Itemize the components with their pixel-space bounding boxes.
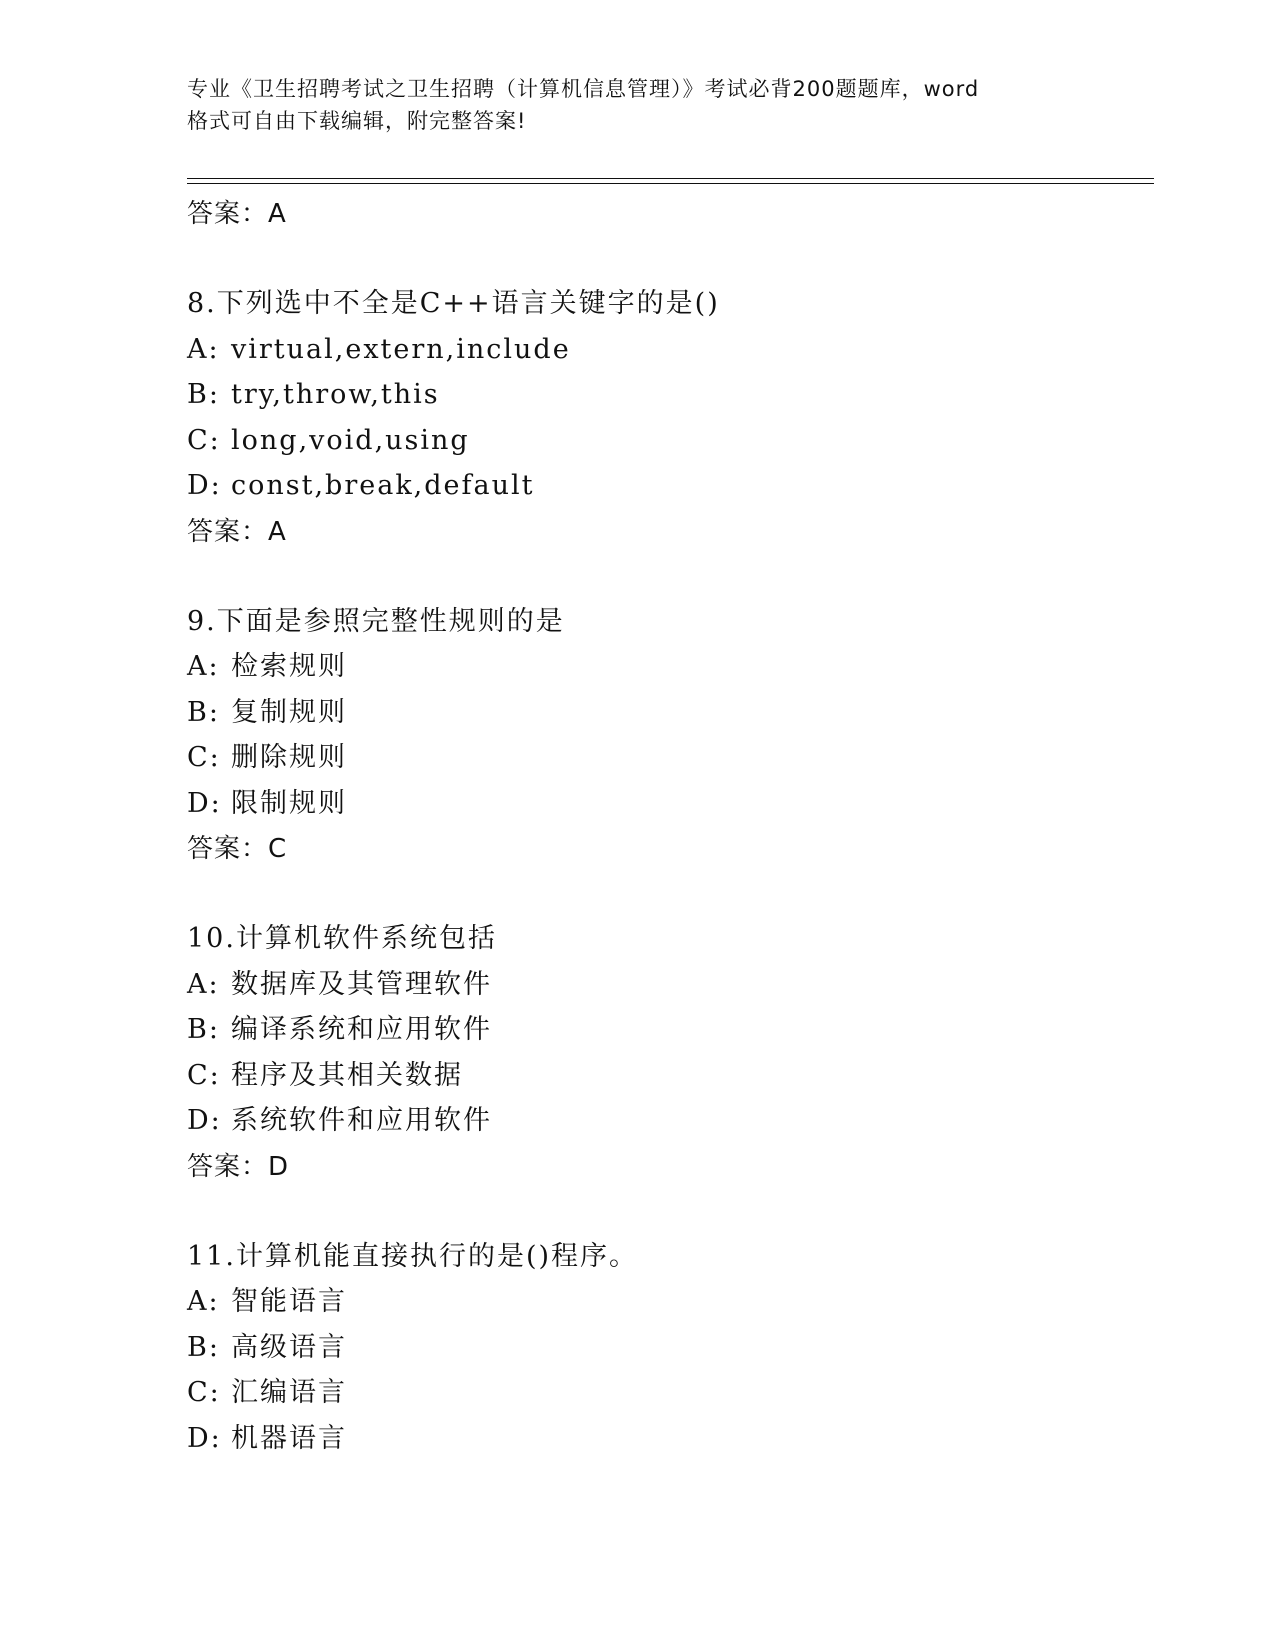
question-8 — [187, 281, 1147, 555]
option-text: 程序及其相关数据 — [231, 1059, 463, 1091]
option-d — [187, 781, 1147, 827]
option-label: B: — [187, 379, 220, 410]
option-d — [187, 1416, 1147, 1462]
option-text: 检索规则 — [231, 651, 347, 682]
option-a — [187, 644, 1147, 690]
option-text: 智能语言 — [231, 1286, 347, 1317]
header-divider-bottom — [187, 183, 1154, 184]
question-text: 10.计算机软件系统包括 — [187, 923, 497, 954]
option-c — [187, 1370, 1147, 1416]
answer: 答案：D — [187, 1151, 290, 1182]
page-header — [187, 73, 1087, 137]
option-d — [187, 1098, 1147, 1144]
option-label: A: — [187, 651, 220, 682]
question-text: 11.计算机能直接执行的是()程序。 — [187, 1240, 639, 1272]
option-b — [187, 690, 1147, 736]
option-label: B: — [187, 696, 220, 728]
option-label: B: — [187, 1014, 220, 1045]
option-b — [187, 372, 1147, 418]
header-divider-top — [187, 178, 1154, 179]
answer: 答案：C — [187, 834, 288, 864]
option-c — [187, 418, 1147, 464]
option-d — [187, 463, 1147, 509]
option-c — [187, 1053, 1147, 1099]
option-label: C: — [187, 424, 221, 456]
option-a — [187, 327, 1147, 373]
option-text: 限制规则 — [231, 787, 347, 819]
option-text: 删除规则 — [231, 742, 347, 773]
option-text: virtual,extern,include — [231, 333, 571, 365]
option-text: 高级语言 — [231, 1331, 347, 1363]
option-label: C: — [187, 1059, 221, 1091]
option-text: 汇编语言 — [231, 1377, 347, 1408]
option-a — [187, 962, 1147, 1008]
option-label: A: — [187, 968, 220, 1000]
option-text: 编译系统和应用软件 — [231, 1014, 492, 1045]
option-text: long,void,using — [231, 424, 470, 456]
option-b — [187, 1325, 1147, 1371]
option-label: A: — [187, 333, 220, 365]
option-text: 机器语言 — [231, 1422, 347, 1454]
option-text: const,break,default — [231, 470, 535, 501]
answer-previous: 答案：A — [187, 199, 287, 229]
answer: 答案：A — [187, 516, 287, 547]
option-label: A: — [187, 1286, 220, 1317]
option-label: D: — [187, 1105, 222, 1136]
option-label: C: — [187, 1377, 221, 1408]
option-text: 数据库及其管理软件 — [231, 968, 492, 1000]
option-a — [187, 1279, 1147, 1325]
option-text: 复制规则 — [231, 696, 347, 728]
option-label: D: — [187, 1422, 222, 1454]
option-label: B: — [187, 1331, 220, 1363]
option-c — [187, 735, 1147, 781]
option-text: try,throw,this — [231, 379, 440, 410]
option-label: D: — [187, 470, 222, 501]
question-11 — [187, 1234, 1147, 1462]
question-text: 9.下面是参照完整性规则的是 — [187, 605, 565, 637]
option-b — [187, 1007, 1147, 1053]
option-label: D: — [187, 787, 222, 819]
question-text: 8.下列选中不全是C++语言关键字的是() — [187, 288, 720, 319]
header-line-1: 专业《卫生招聘考试之卫生招聘（计算机信息管理）》考试必背200题题库，word — [187, 77, 980, 101]
question-9 — [187, 599, 1147, 873]
option-label: C: — [187, 742, 221, 773]
question-10 — [187, 916, 1147, 1190]
header-line-2: 格式可自由下载编辑，附完整答案! — [187, 109, 527, 133]
question-list — [187, 191, 1147, 1461]
option-text: 系统软件和应用软件 — [231, 1105, 492, 1136]
